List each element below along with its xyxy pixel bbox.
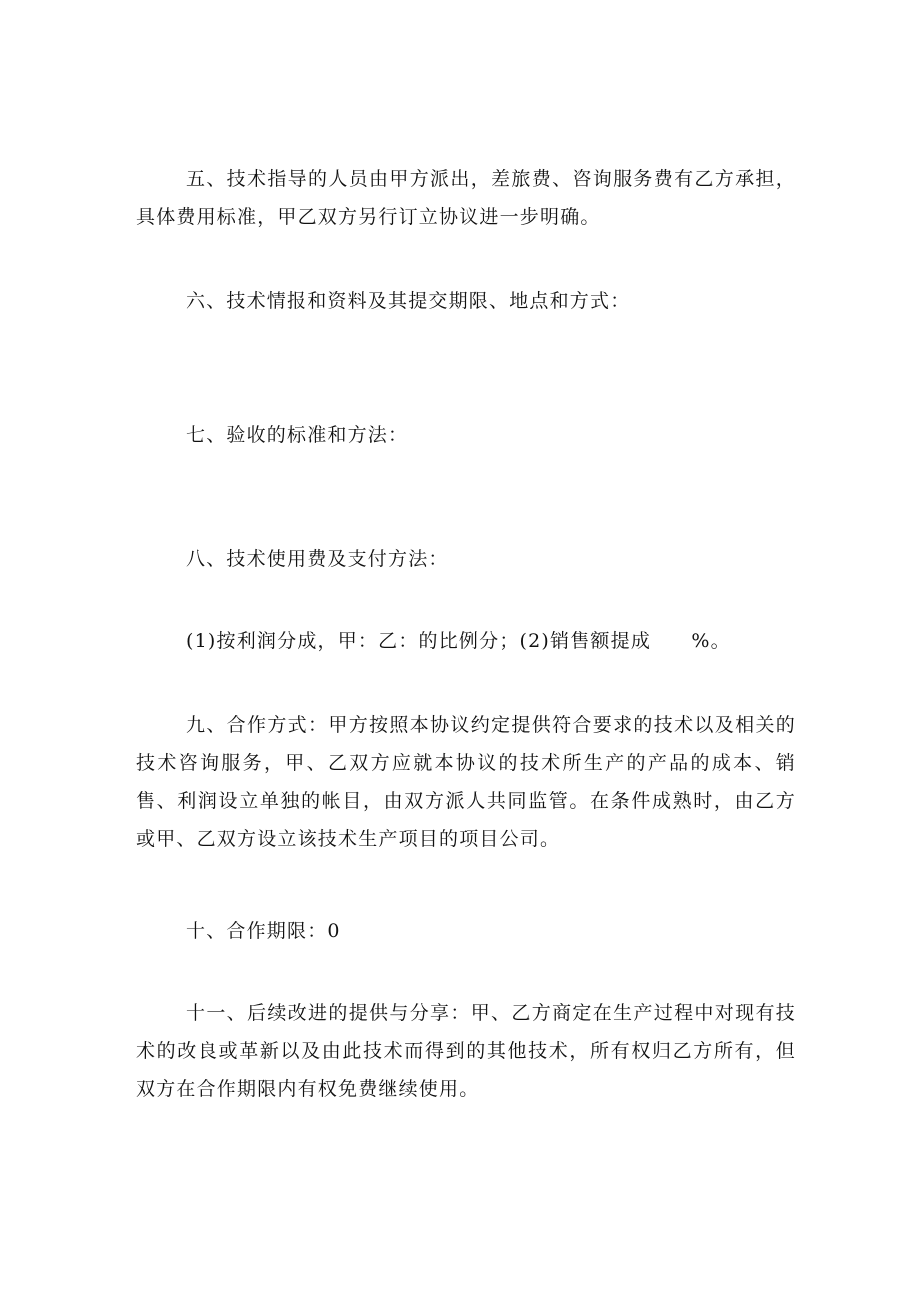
clause-8-usage-fee: 八、技术使用费及支付方法： — [186, 548, 449, 570]
clause-10-cooperation-term: 十、合作期限：0 — [186, 920, 341, 942]
clause-7-acceptance-standards: 七、验收的标准和方法： — [186, 424, 409, 446]
clause-8-payment-methods: (1)按利润分成，甲：乙：的比例分；(2)销售额提成 %。 — [186, 630, 731, 652]
clause-5-technical-guidance: 五、技术指导的人员由甲方派出，差旅费、咨询服务费有乙方承担，具体费用标准，甲乙双方另行订立协议进一步明确。 — [136, 168, 796, 228]
clause-6-technical-information: 六、技术情报和资料及其提交期限、地点和方式： — [186, 290, 631, 312]
clause-9-cooperation-method: 九、合作方式：甲方按照本协议约定提供符合要求的技术以及相关的技术咨询服务，甲、乙双方应就本协议的技术所生产的产品的成本、销售、利润设立单独的帐目，由双方派人共同监管。在条件成熟时，由乙方或甲、乙双方设立该技术生产项目的项目公司。 — [136, 714, 796, 850]
clause-11-improvements-sharing: 十一、后续改进的提供与分享：甲、乙方商定在生产过程中对现有技术的改良或革新以及由此技术而得到的其他技术，所有权归乙方所有，但双方在合作期限内有权免费继续使用。 — [136, 1002, 796, 1100]
